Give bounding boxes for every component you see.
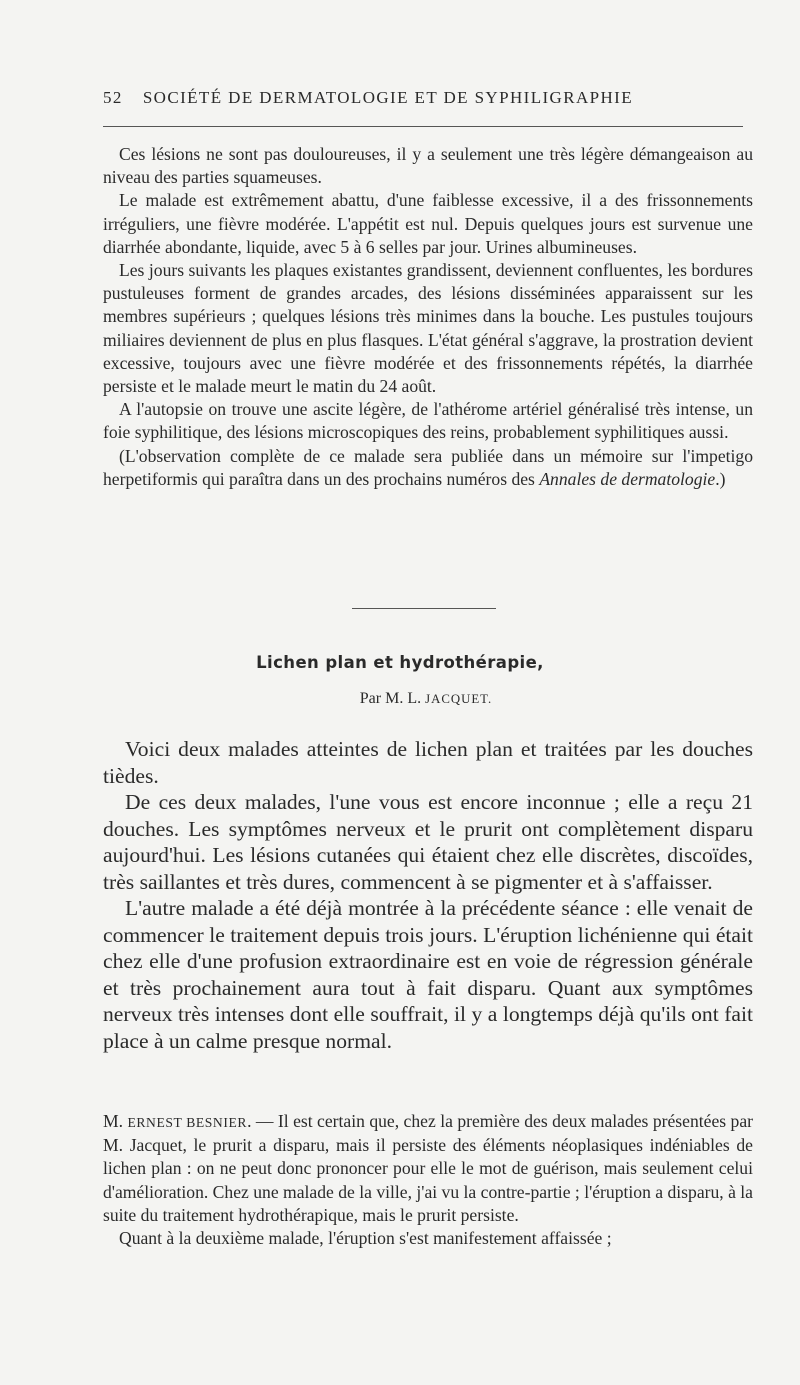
section-divider	[352, 608, 496, 609]
paragraph: Le malade est extrêmement abattu, d'une faiblesse excessive, il a des frissonnements irréguliers, une fièvre modérée. L'appétit est nul. Depuis quelques jours est survenue une diarrhée abondante, liquide, avec 5 à 6 selles par jour. Urines albumineuses.	[103, 190, 753, 257]
speaker-name: ERNEST BESNIER	[127, 1115, 248, 1130]
paragraph: A l'autopsie on trouve une ascite légère, de l'athérome artériel généralisé très intense, un foie syphilitique, des lésions microscopiques des reins, probablement syphilitiques aussi.	[103, 399, 753, 443]
paragraph: Ces lésions ne sont pas douloureuses, il y a seulement une très légère démangeaison au niveau des parties squameuses.	[103, 144, 753, 188]
article-body	[103, 736, 753, 1054]
paragraph	[103, 445, 753, 491]
running-header	[103, 88, 743, 108]
paragraph: Voici deux malades atteintes de lichen plan et traitées par les douches tièdes.	[103, 737, 753, 788]
paragraph: L'autre malade a été déjà montrée à la précédente séance : elle venait de commencer le traitement depuis trois jours. L'éruption lichénienne qui était chez elle d'une profusion extraordinaire est en voie de régression générale et très prochainement aura tout à fait disparu. Quant aux symptômes nerveux très intenses dont elle souffrait, il y a longtemps déjà qu'ils ont fait place à un calme presque normal.	[103, 896, 753, 1053]
paragraph: Quant à la deuxième malade, l'éruption s'est manifestement affaissée ;	[119, 1228, 612, 1249]
running-title: SOCIÉTÉ DE DERMATOLOGIE ET DE SYPHILIGRAPHIE	[142, 88, 634, 107]
paragraph: Les jours suivants les plaques existantes grandissent, deviennent confluentes, les bordures pustuleuses forment de grandes arcades, des lésions disséminées apparaissent sur les membres supérieurs ; quelques lésions très minimes dans la bouche. Les pustules toujours miliaires deviennent de plus en plus flasques. L'état général s'aggrave, la prostration devient excessive, toujours avec une fièvre modérée et des frissonnements répétés, la diarrhée persiste et le malade meurt le matin du 24 août.	[103, 260, 753, 397]
article-byline	[0, 690, 800, 708]
byline-prefix: Par M. L.	[359, 690, 426, 707]
author-name: JACQUET.	[425, 692, 493, 706]
paragraph-text: . — Il est certain que, chez la première des deux malades présentées par M. Jacquet, le prurit a disparu, mais il persiste des éléments néoplasiques indéniables de lichen plan : on ne peut donc prononcer pour elle le mot de guérison, mais seulement celui d'amélioration. Chez une malade de la ville, j'ai vu la contre-partie ; l'éruption a disparu, à la suite du traitement hydrothérapique, mais le prurit persiste.	[103, 1111, 753, 1225]
paragraph	[103, 1110, 753, 1227]
journal-title: Annales de dermatologie	[539, 468, 716, 489]
paragraph: De ces deux malades, l'une vous est encore inconnue ; elle a reçu 21 douches. Les symptômes nerveux et le prurit ont complètement disparu aujourd'hui. Les lésions cutanées qui étaient chez elle discrètes, discoïdes, très saillantes et très dures, commencent à se pigmenter et à s'affaisser.	[103, 790, 753, 894]
paragraph-end: .)	[715, 468, 726, 489]
discussion	[103, 1110, 753, 1250]
speaker-prefix: M.	[103, 1111, 128, 1131]
paragraph-text: (L'observation complète de ce malade sera publiée dans un mémoire sur l'impetigo herpetiformis qui paraîtra dans un des prochains numéros des	[103, 445, 753, 489]
page-number: 52	[103, 88, 123, 107]
previous-article-end	[103, 143, 753, 491]
header-rule	[103, 126, 743, 127]
article-title: Lichen plan et hydrothérapie,	[256, 653, 544, 672]
